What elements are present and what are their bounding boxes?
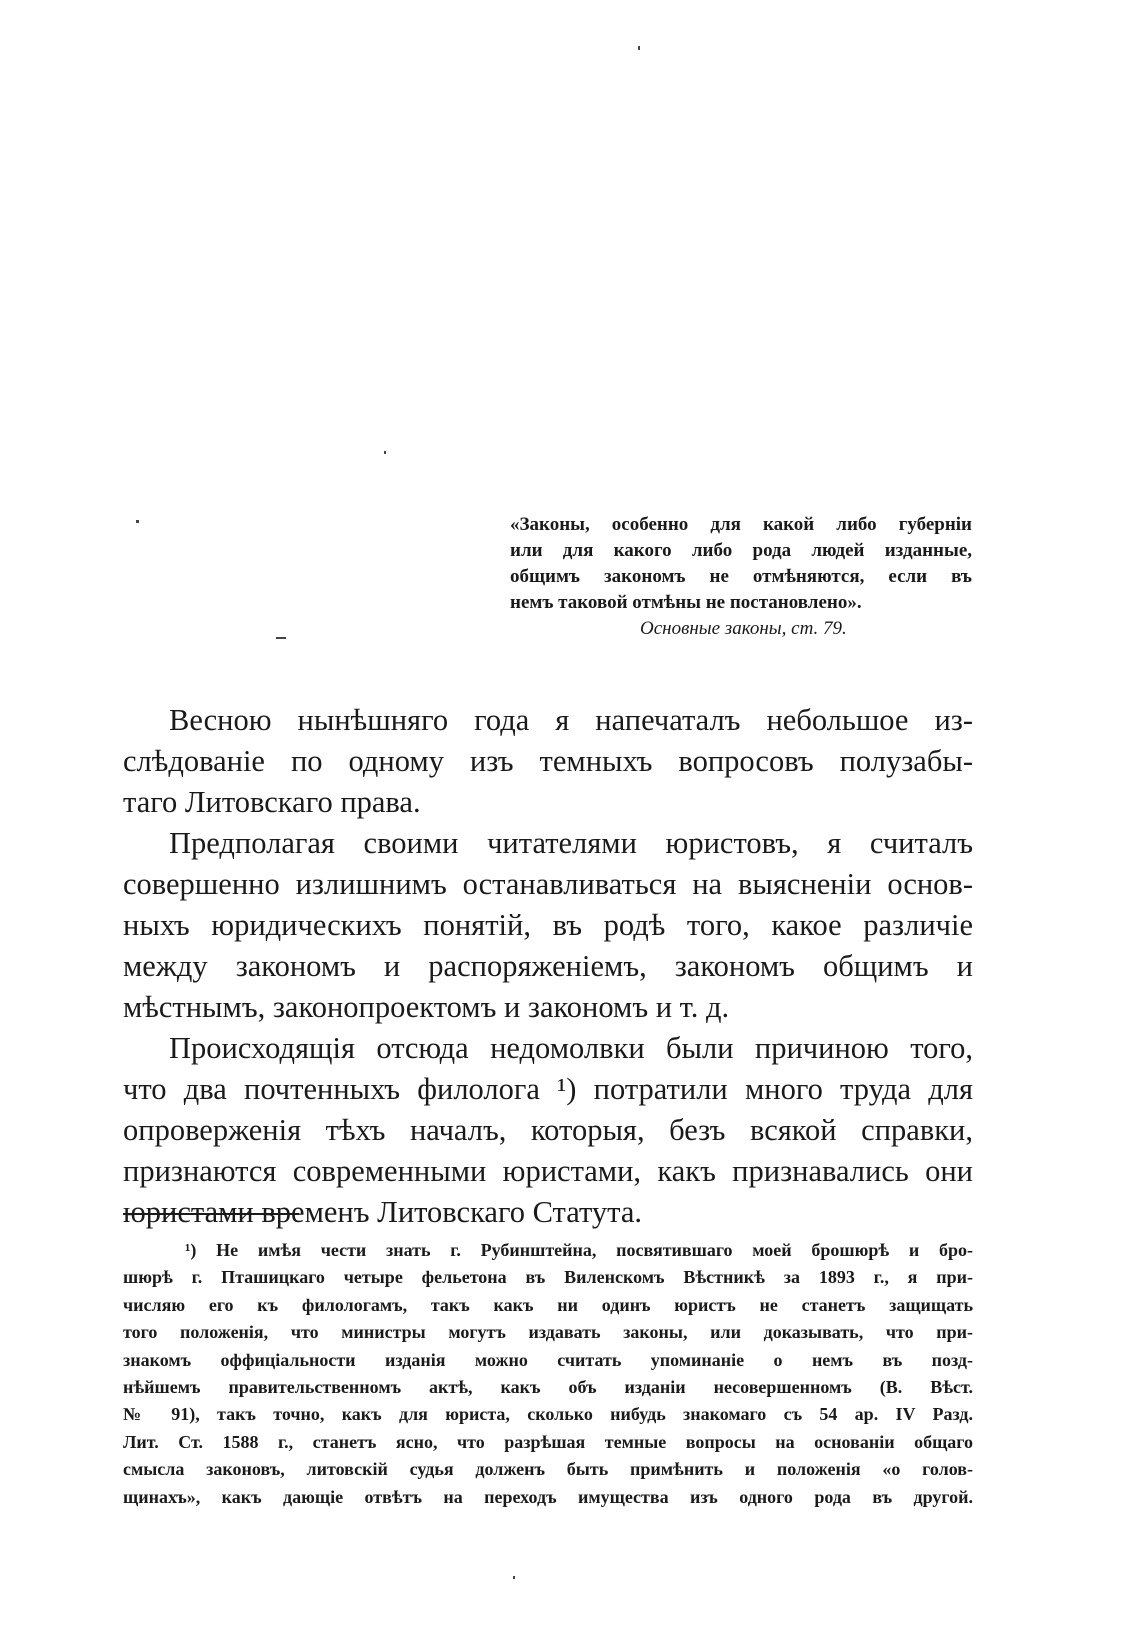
text-line: юристами временъ Литовскаго Статута.	[123, 1195, 643, 1229]
epigraph-line: немъ таковой отмѣны не постановлено».	[510, 592, 862, 613]
footnote-line: того положенія, что министры могутъ издавать законы, или доказывать, что при-	[123, 1322, 973, 1343]
text-line: опроверженія тѣхъ началъ, которыя, безъ всякой справки,	[123, 1113, 973, 1147]
text-line: признаются современными юристами, какъ признавались они	[123, 1154, 973, 1188]
print-speck	[384, 451, 386, 454]
body-text	[123, 700, 973, 1233]
footnote-line: смысла законовъ, литовскій судья долженъ быть примѣнить и положенія «о голов-	[123, 1459, 973, 1480]
footnote-line: щинахъ», какъ дающіе отвѣтъ на переходъ имущества изъ одного рода въ другой.	[123, 1486, 973, 1507]
epigraph-line: «Законы, особенно для какой либо губерніи	[510, 514, 972, 535]
print-speck	[513, 1576, 515, 1579]
print-speck	[136, 520, 139, 523]
footnote-line: числяю его къ филологамъ, такъ какъ ни одинъ юристъ не станетъ защищать	[123, 1294, 973, 1315]
text-line: мѣстнымъ, законопроектомъ и закономъ и т. д.	[123, 990, 730, 1024]
text-line: Происходящія отсюда недомолвки были причиною того,	[169, 1031, 973, 1065]
epigraph-line: или для какого либо рода людей изданные,	[510, 540, 972, 561]
text-line: между закономъ и распоряженіемъ, закономъ общимъ и	[123, 949, 973, 983]
text-line: таго Литовскаго права.	[123, 785, 421, 819]
footnote-line: шюрѣ г. Пташицкаго четыре фельетона въ Виленскомъ Вѣстникѣ за 1893 г., я при-	[123, 1267, 973, 1288]
text-line: Весною нынѣшняго года я напечаталъ небольшое из-	[169, 703, 973, 737]
text-line: ныхъ юридическихъ понятій, въ родѣ того, какое различіе	[123, 908, 973, 942]
footnote-line: Лит. Ст. 1588 г., станетъ ясно, что разрѣшая темные вопросы на основаніи общаго	[123, 1431, 973, 1452]
print-speck	[638, 46, 640, 50]
text-line: Предполагая своими читателями юристовъ, я считалъ	[169, 826, 973, 860]
footnote-line: нѣйшемъ правительственномъ актѣ, какъ объ изданіи несовершенномъ (В. Вѣст.	[123, 1377, 973, 1398]
epigraph	[510, 512, 972, 616]
paragraph	[123, 700, 973, 823]
footnote	[123, 1237, 973, 1511]
footnote-line: знакомъ оффиціальности изданія можно считать упоминаніе о немъ въ позд-	[123, 1349, 973, 1370]
text-line: совершенно излишнимъ останавливаться на выясненіи основ-	[123, 867, 973, 901]
text-line: слѣдованіе по одному изъ темныхъ вопросовъ полузабы-	[123, 744, 973, 778]
footnote-rule	[123, 1213, 299, 1215]
epigraph-line: общимъ закономъ не отмѣняются, если въ	[510, 566, 972, 587]
footnote-line: ¹) Не имѣя чести знать г. Рубинштейна, посвятившаго моей брошюрѣ и бро-	[185, 1240, 973, 1260]
epigraph-source: Основные законы, ст. 79.	[640, 618, 847, 639]
text-line: что два почтенныхъ филолога ¹) потратили много труда для	[123, 1072, 973, 1106]
print-speck	[276, 637, 286, 639]
paragraph	[123, 823, 973, 1028]
footnote-line: № 91), такъ точно, какъ для юриста, сколько нибудь знакомаго съ 54 ар. IV Разд.	[123, 1404, 973, 1425]
paragraph	[123, 1028, 973, 1233]
